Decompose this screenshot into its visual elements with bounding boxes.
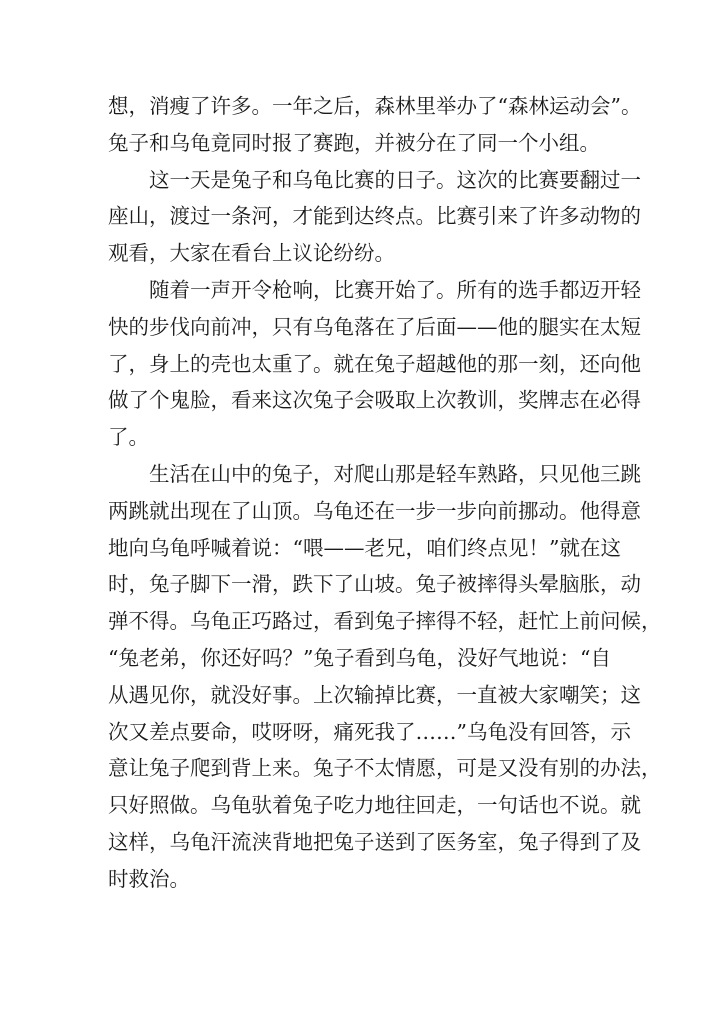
text-line: 两跳就出现在了山顶。乌龟还在一步一步向前挪动。他得意 <box>108 498 641 523</box>
text-line: 这样，乌龟汗流浃背地把兔子送到了医务室，兔子得到了及 <box>108 829 641 854</box>
text-line: 时，兔子脚下一滑，跌下了山坡。兔子被摔得头晕脑胀，动 <box>108 572 641 597</box>
text-line: 弹不得。乌龟正巧路过，看到兔子摔得不轻，赶忙上前问候， <box>108 609 662 634</box>
text-line: 随着一声开令枪响，比赛开始了。所有的选手都迈开轻 <box>149 277 641 302</box>
text-line: 快的步伐向前冲，只有乌龟落在了后面——他的腿实在太短 <box>108 314 641 339</box>
text-line: 只好照做。乌龟驮着兔子吃力地往回走，一句话也不说。就 <box>108 793 641 818</box>
text-line: 兔子和乌龟竟同时报了赛跑，并被分在了同一个小组。 <box>108 130 600 155</box>
text-line: 座山，渡过一条河，才能到达终点。比赛引来了许多动物的 <box>108 204 641 229</box>
paragraph-3 <box>108 272 641 456</box>
text-line: 时救治。 <box>108 866 190 891</box>
text-line: “兔老弟，你还好吗？”兔子看到乌龟，没好气地说：“自 <box>108 645 611 670</box>
paragraph-2 <box>108 162 641 272</box>
story-text <box>108 88 662 898</box>
text-line: 想，消瘦了许多。一年之后，森林里举办了“森林运动会”。 <box>108 94 642 118</box>
paragraph-1 <box>108 88 642 162</box>
text-line: 观看，大家在看台上议论纷纷。 <box>108 241 395 266</box>
text-line: 了，身上的壳也太重了。就在兔子超越他的那一刻，还向他 <box>108 351 641 376</box>
text-line: 这一天是兔子和乌龟比赛的日子。这次的比赛要翻过一 <box>149 167 641 192</box>
text-line: 从遇见你，就没好事。上次输掉比赛，一直被大家嘲笑；这 <box>108 682 641 707</box>
text-line: 意让兔子爬到背上来。兔子不太情愿，可是又没有别的办法， <box>108 756 662 781</box>
paragraph-4 <box>108 456 662 898</box>
text-line: 做了个鬼脸，看来这次兔子会吸取上次教训，奖牌志在必得 <box>108 388 641 413</box>
text-line: 生活在山中的兔子，对爬山那是轻车熟路，只见他三跳 <box>149 461 641 486</box>
text-line: 次又差点要命，哎呀呀，痛死我了……”乌龟没有回答，示 <box>108 719 631 744</box>
text-line: 了。 <box>108 425 149 450</box>
text-line: 地向乌龟呼喊着说：“喂——老兄，咱们终点见！”就在这 <box>108 535 621 560</box>
